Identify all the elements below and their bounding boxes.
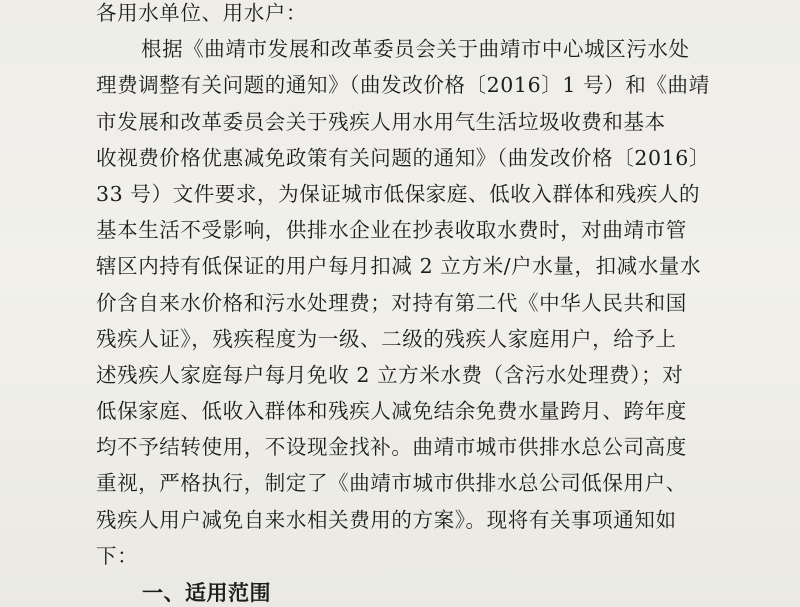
paragraph-line: 收视费价格优惠减免政策有关问题的通知》（曲发改价格〔2016〕	[96, 145, 711, 170]
document-body	[96, 0, 711, 574]
paragraph-line: 33 号）文件要求，为保证城市低保家庭、低收入群体和残疾人的	[96, 181, 701, 206]
paragraph-line: 均不予结转使用，不设现金找补。曲靖市城市供排水总公司高度	[96, 435, 687, 460]
paragraph-line: 残疾人证》，残疾程度为一级、二级的残疾人家庭用户，给予上	[96, 326, 677, 351]
paragraph-line: 根据《曲靖市发展和改革委员会关于曲靖市中心城区污水处	[141, 37, 690, 62]
paragraph-line: 残疾人用户减免自来水相关费用的方案》。现将有关事项通知如	[96, 507, 677, 532]
paragraph-line: 理费调整有关问题的通知》（曲发改价格〔2016〕1 号）和《曲靖	[96, 73, 710, 98]
paragraph-line: 重视，严格执行，制定了《曲靖市城市供排水总公司低保用户、	[96, 471, 687, 496]
paragraph-line: 市发展和改革委员会关于残疾人用水用气生活垃圾收费和基本	[96, 109, 666, 134]
salutation-line: 各用水单位、用水户：	[96, 1, 307, 25]
section-heading: 一、适用范围	[142, 581, 271, 605]
paragraph-line: 述残疾人家庭每户每月免收 2 立方米水费（含污水处理费）；对	[96, 362, 684, 387]
paragraph-line: 低保家庭、低收入群体和残疾人减免结余免费水量跨月、跨年度	[96, 399, 687, 424]
paragraph-line: 价含自来水价格和污水处理费；对持有第二代《中华人民共和国	[96, 290, 687, 315]
paragraph-line: 下：	[96, 543, 139, 568]
paragraph-line: 辖区内持有低保证的用户每月扣减 2 立方米/户水量，扣减水量水	[96, 254, 702, 279]
paragraph-line: 基本生活不受影响，供排水企业在抄表收取水费时，对曲靖市管	[96, 218, 687, 243]
